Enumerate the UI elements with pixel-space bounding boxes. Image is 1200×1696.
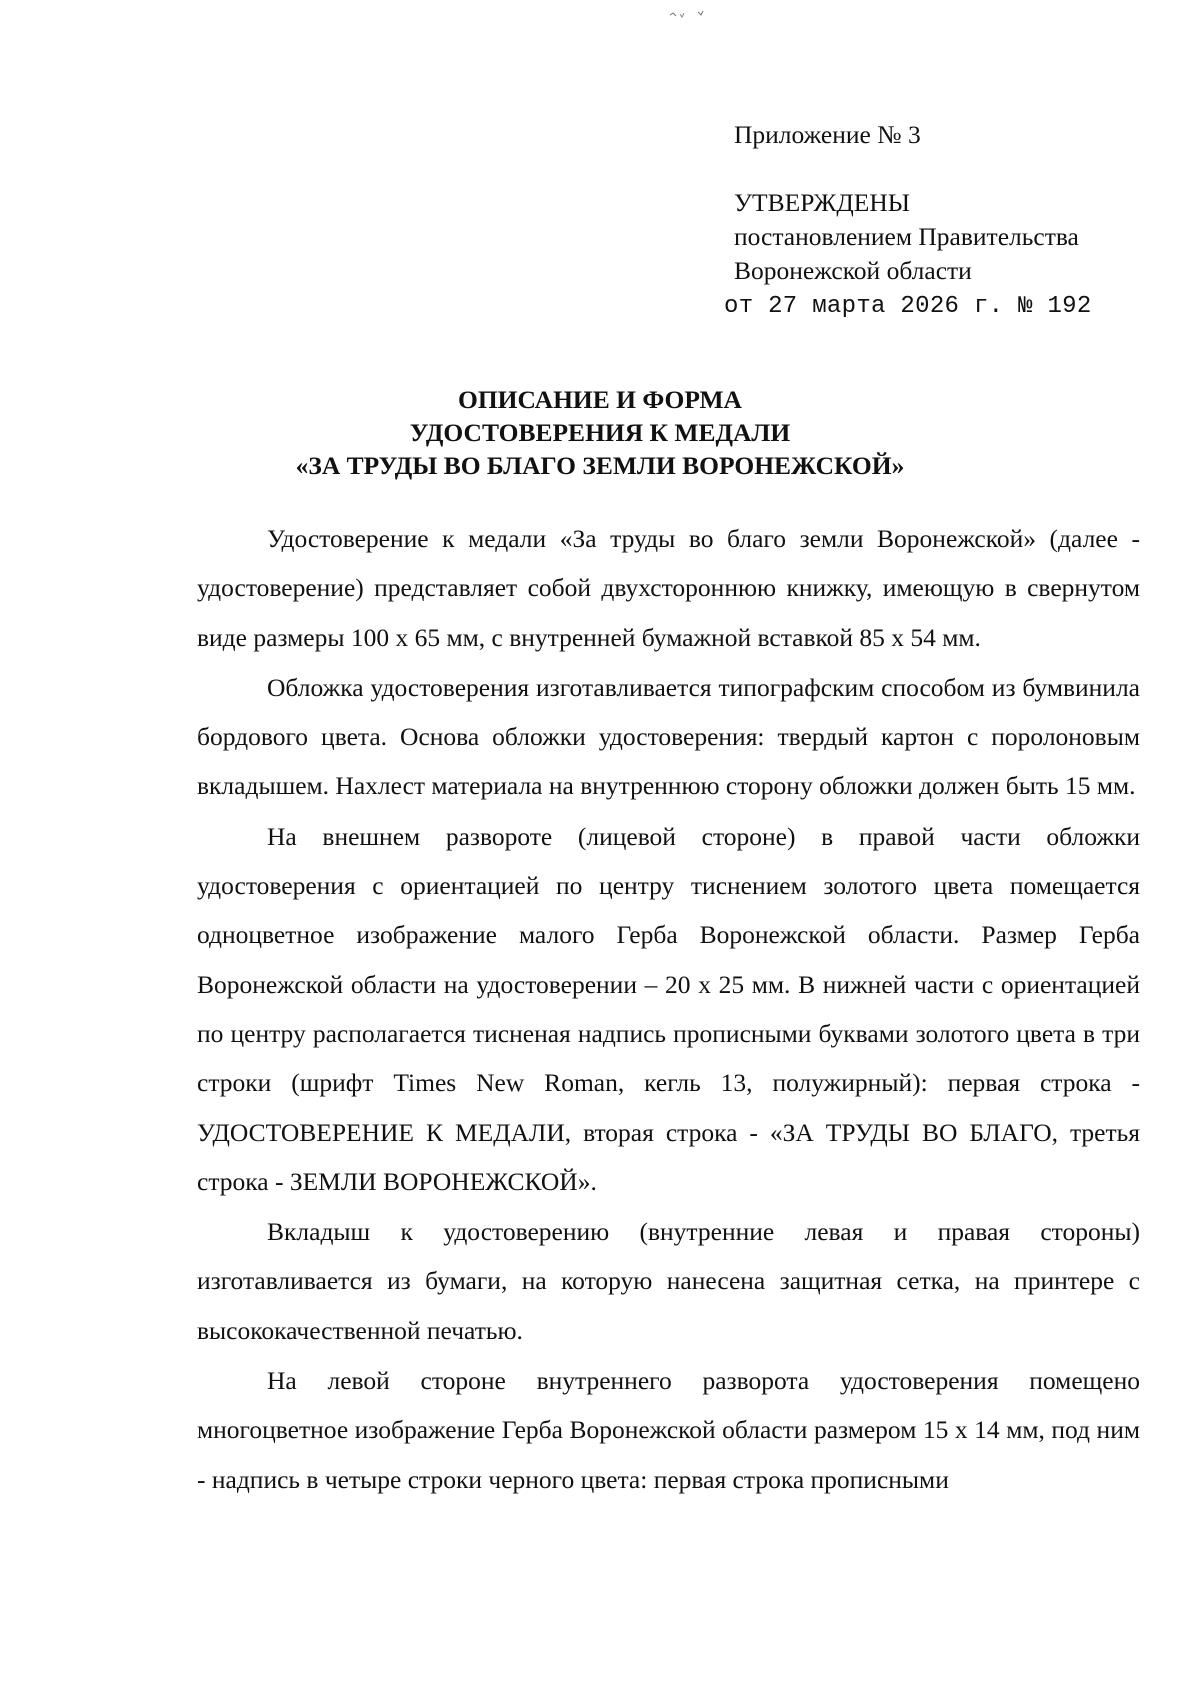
title-line-1: ОПИСАНИЕ И ФОРМА — [458, 385, 742, 414]
paragraph-certificate-description: Удостоверение к медали «За труды во благо земли Воронежской» (далее - удостоверение) представляет собой двухстороннюю книжку, имеющую в свернутом виде размеры 100 x 65 мм, с внутренней бумажной вставкой 85 x 54 мм. — [197, 524, 1140, 652]
approved-region-line: Воронежской области — [734, 256, 972, 285]
approval-block — [724, 118, 1092, 324]
title-line-3: «ЗА ТРУДЫ ВО БЛАГО ЗЕМЛИ ВОРОНЕЖСКОЙ» — [295, 451, 905, 480]
paragraph-outer-spread: На внешнем развороте (лицевой стороне) в правой части обложки удостоверения с ориентацией по центру тиснением золотого цвета помещается одноцветное изображение малого Герба Воронежской области. Размер Герба Воронежской области на удостоверении – 20 x 25 мм. В нижней части с ориентацией по центру располагается тисненая надпись прописными буквами золотого цвета в три строки (шрифт Times New Roman, кегль 13, полужирный): первая строка - УДОСТОВЕРЕНИЕ К МЕДАЛИ, вторая строка - «ЗА ТРУДЫ ВО БЛАГО, третья строка - ЗЕМЛИ ВОРОНЕЖСКОЙ». — [197, 821, 1140, 1196]
approved-by-line: постановлением Правительства — [734, 222, 1079, 251]
approved-heading: УТВЕРЖДЕНЫ — [734, 188, 910, 217]
document-body — [197, 514, 1140, 1505]
approval-date-line: от 27 марта 2026 г. № 192 — [724, 293, 1092, 320]
paragraph-cover-material: Обложка удостоверения изготавливается типографским способом из бумвинила бордового цвета. Основа обложки удостоверения: твердый картон с поролоновым вкладышем. Нахлест материала на внутреннюю сторону обложки должен быть 15 мм. — [197, 672, 1140, 801]
paragraph-insert: Вкладыш к удостоверению (внутренние левая и правая стороны) изготавливается из бумаги, на которую нанесена защитная сетка, на принтере с высококачественной печатью. — [197, 1217, 1140, 1345]
scan-artifact-mark — [668, 8, 708, 20]
title-line-2: УДОСТОВЕРЕНИЯ К МЕДАЛИ — [409, 418, 791, 447]
document-title — [150, 383, 1050, 482]
paragraph-inner-left-side: На левой стороне внутреннего разворота удостоверения помещено многоцветное изображение Герба Воронежской области размером 15 x 14 мм, под ним - надпись в четыре строки черного цвета: первая строка прописными — [197, 1366, 1140, 1494]
appendix-number: Приложение № 3 — [734, 120, 921, 149]
